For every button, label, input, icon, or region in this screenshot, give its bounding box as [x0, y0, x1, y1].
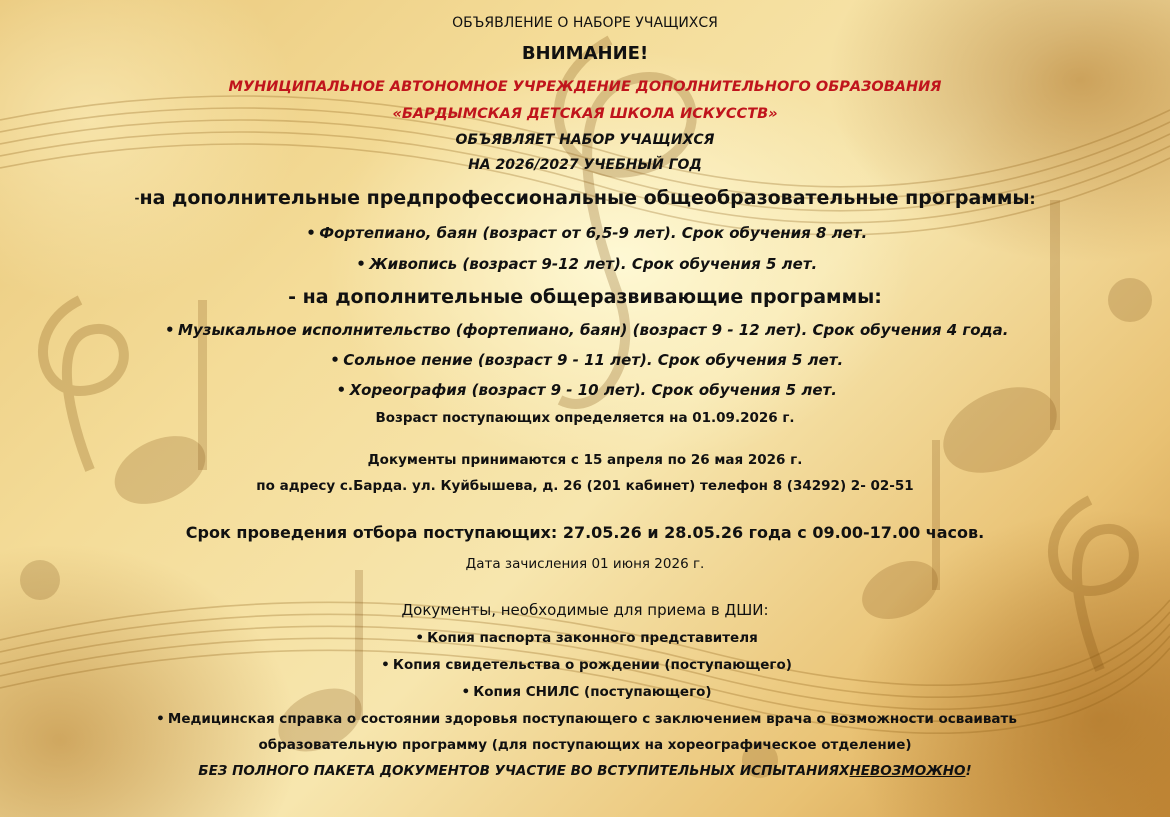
general-heading: - на дополнительные общеразвивающие программы:: [288, 286, 882, 308]
warning-line: БЕЗ ПОЛНОГО ПАКЕТА ДОКУМЕНТОВ УЧАСТИЕ ВО ВСТУПИТЕЛЬНЫХ ИСПЫТАНИЯХНЕВОЗМОЖНО!: [198, 763, 972, 779]
bullet-icon: •: [461, 684, 471, 700]
organization-name-line2: «БАРДЫМСКАЯ ДЕТСКАЯ ШКОЛА ИСКУССТВ»: [392, 106, 778, 122]
announces-enrollment: ОБЪЯВЛЯЕТ НАБОР УЧАЩИХСЯ: [455, 132, 715, 148]
age-note: Возраст поступающих определяется на 01.09.2026 г.: [375, 410, 795, 426]
bullet-icon: •: [330, 351, 340, 369]
list-item: • Копия свидетельства о рождении (поступающего): [0, 657, 1170, 673]
bullet-icon: •: [356, 255, 366, 273]
list-item: • Копия СНИЛС (поступающего): [0, 684, 1170, 700]
bullet-icon: •: [156, 711, 165, 727]
list-item: • Копия паспорта законного представителя: [0, 630, 1170, 646]
selection-period: Срок проведения отбора поступающих: 27.05.26 и 28.05.26 года с 09.00-17.00 часов.: [185, 523, 985, 542]
bullet-icon: •: [415, 630, 424, 646]
list-item: • Медицинская справка о состоянии здоровья поступающего с заключением врача о возможности осваивать: [0, 711, 1170, 727]
academic-year: НА 2026/2027 УЧЕБНЫЙ ГОД: [468, 157, 702, 173]
attention-heading: ВНИМАНИЕ!: [521, 43, 649, 64]
bullet-icon: •: [306, 224, 316, 242]
address-line: по адресу с.Барда. ул. Куйбышева, д. 26 (201 кабинет) телефон 8 (34292) 2- 02-51: [256, 478, 914, 494]
enrollment-date: Дата зачисления 01 июня 2026 г.: [465, 556, 705, 572]
medical-note-continuation: образовательную программу (для поступающих на хореографическое отделение): [258, 737, 912, 753]
documents-dates: Документы принимаются с 15 апреля по 26 мая 2026 г.: [367, 452, 803, 468]
warning-emphasis: НЕВОЗМОЖНО: [849, 763, 966, 779]
list-item: • Музыкальное исполнительство (фортепиано, баян) (возраст 9 - 12 лет). Срок обучения 4 года.: [0, 321, 1170, 339]
bullet-icon: •: [164, 321, 175, 339]
organization-name-line1: МУНИЦИПАЛЬНОЕ АВТОНОМНОЕ УЧРЕЖДЕНИЕ ДОПОЛНИТЕЛЬНОГО ОБРАЗОВАНИЯ: [228, 79, 942, 95]
preprofessional-heading: -на дополнительные предпрофессиональные общеобразовательные программы:: [134, 187, 1036, 209]
list-item: • Живопись (возраст 9-12 лет). Срок обучения 5 лет.: [0, 255, 1170, 273]
list-item: • Хореография (возраст 9 - 10 лет). Срок обучения 5 лет.: [0, 381, 1170, 399]
list-item: • Фортепиано, баян (возраст от 6,5-9 лет). Срок обучения 8 лет.: [0, 224, 1170, 242]
bullet-icon: •: [381, 657, 390, 673]
list-item: • Сольное пение (возраст 9 - 11 лет). Срок обучения 5 лет.: [0, 351, 1170, 369]
required-documents-heading: Документы, необходимые для приема в ДШИ:: [401, 601, 769, 619]
announcement-title: ОБЪЯВЛЕНИЕ О НАБОРЕ УЧАЩИХСЯ: [452, 15, 718, 31]
bullet-icon: •: [336, 381, 347, 399]
